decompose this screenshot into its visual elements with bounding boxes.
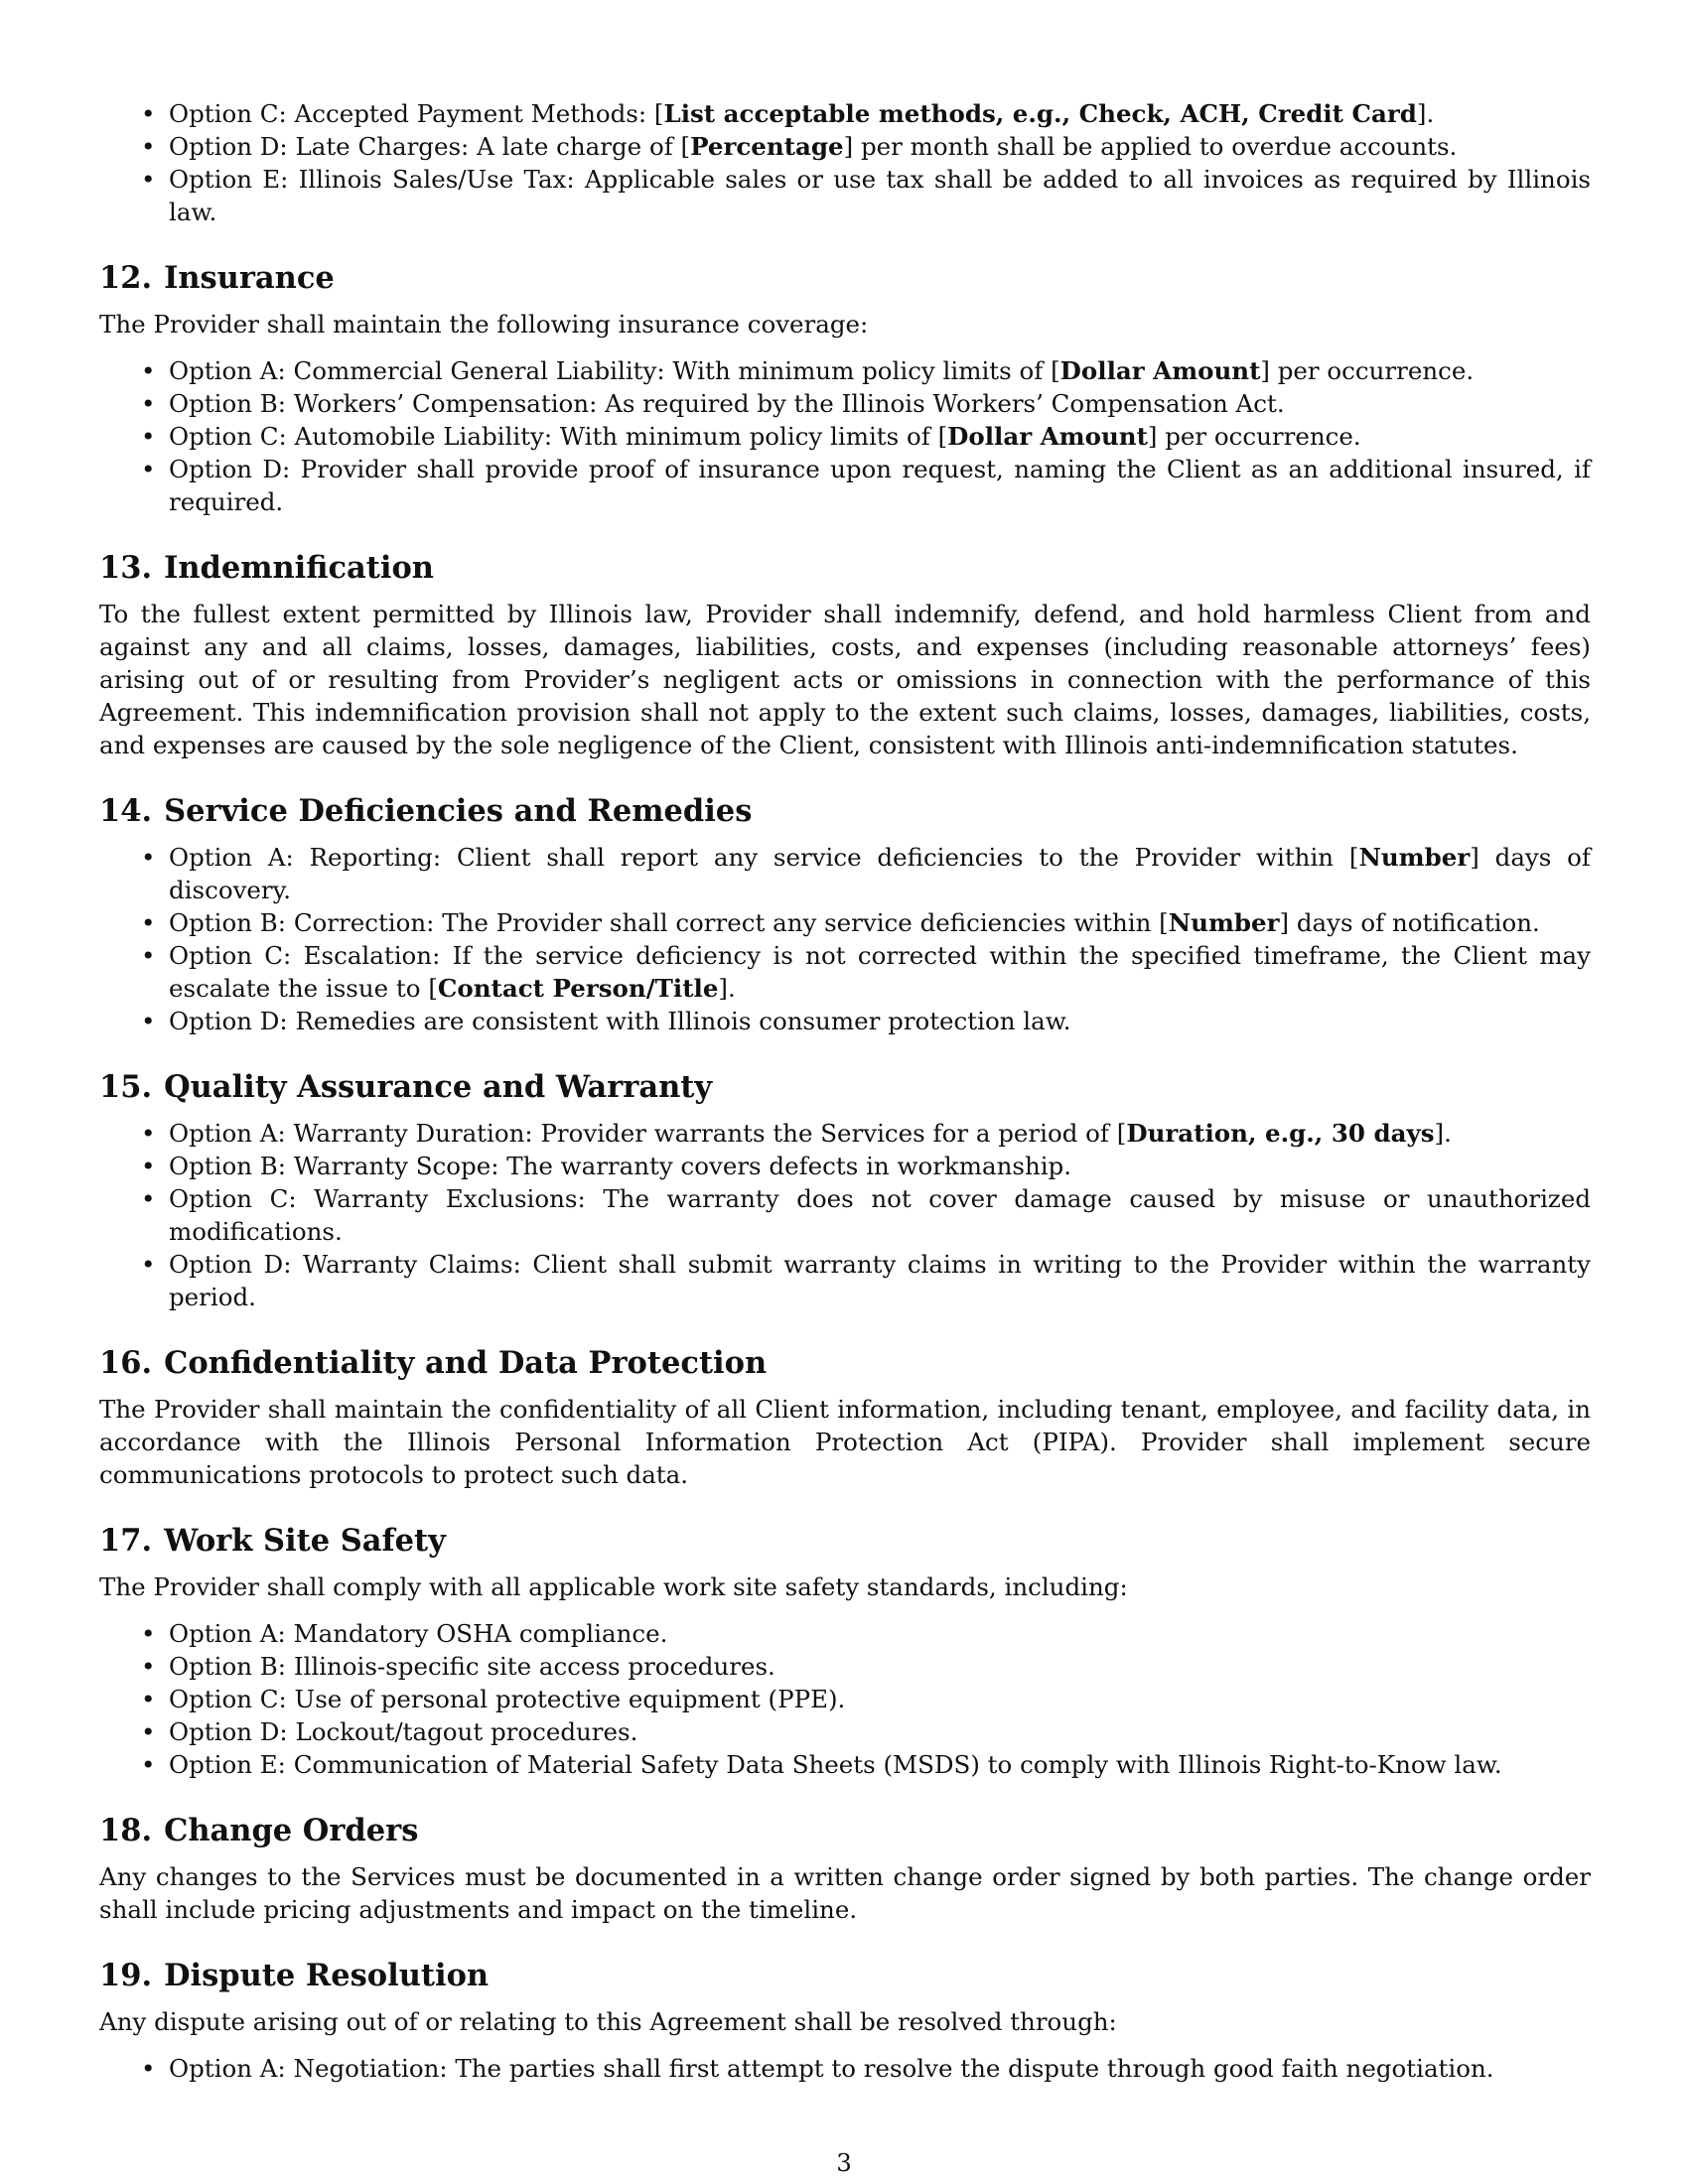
section-heading-work-site-safety: 17. Work Site Safety [99,1523,446,1559]
payment-options-list [99,97,1591,228]
list-item: • Option B: Warranty Scope: The warranty covers defects in workmanship. [141,1152,1072,1180]
page-number: 3 [836,2148,852,2177]
bullet-icon: • [141,165,156,194]
section-heading-confidentiality: 16. Confidentiality and Data Protection [99,1345,768,1381]
list-item: • Option B: Illinois-specific site access procedures. [141,1652,775,1681]
section-heading-service-deficiencies: 14. Service Deficiencies and Remedies [99,793,753,829]
list-item: • Option D: Provider shall provide proof of insurance upon request, naming the Client as an additional insured, if required. [141,455,1591,516]
list-item: • Option C: Automobile Liability: With minimum policy limits of [Dollar Amount] per occurrence. [141,422,1361,451]
list-item: • Option C: Escalation: If the service deficiency is not corrected within the specified timeframe, the Client may escalate the issue to [Contact Person/Title]. [141,941,1591,1003]
bullet-icon: • [141,908,156,937]
list-item: • Option A: Reporting: Client shall report any service deficiencies to the Provider within [Number] days of discovery. [141,843,1591,904]
bullet-icon: • [141,1007,156,1035]
safety-options-list [99,1617,1591,1781]
section-body: Any changes to the Services must be documented in a written change order signed by both parties. The change order shall include pricing adjustments and impact on the timeline. [99,1862,1591,1924]
list-item: • Option B: Correction: The Provider shall correct any service deficiencies within [Number] days of notification. [141,908,1540,937]
bullet-icon: • [141,843,156,872]
bullet-icon: • [141,1685,156,1713]
bullet-icon: • [141,455,156,483]
bullet-icon: • [141,941,156,970]
bullet-icon: • [141,356,156,385]
section-intro: Any dispute arising out of or relating to this Agreement shall be resolved through: [99,2007,1117,2036]
section-intro: The Provider shall maintain the following insurance coverage: [99,310,869,339]
list-item: • Option C: Warranty Exclusions: The warranty does not cover damage caused by misuse or unauthorized modifications. [141,1184,1591,1246]
section-body: To the fullest extent permitted by Illinois law, Provider shall indemnify, defend, and hold harmless Client from and against any and all claims, losses, damages, liabilities, costs, and expenses (including reasonable attorneys’ fees) arising out of or resulting from Provider’s negligent acts or omissions in connection with the performance of this Agreement. This indemnification provision shall not apply to the extent such claims, losses, damages, liabilities, costs, and expenses are caused by the sole negligence of the Client, consistent with Illinois anti-indemnification statutes. [99,600,1591,759]
bullet-icon: • [141,2054,156,2083]
list-item: • Option E: Communication of Material Safety Data Sheets (MSDS) to comply with Illinois Right-to-Know law. [141,1750,1502,1779]
list-item: • Option C: Accepted Payment Methods: [List acceptable methods, e.g., Check, ACH, Credit Card]. [141,99,1435,128]
section-heading-quality-assurance: 15. Quality Assurance and Warranty [99,1069,713,1105]
section-body: The Provider shall maintain the confidentiality of all Client information, including tenant, employee, and facility data, in accordance with the Illinois Personal Information Protection Act (PIPA). Provider shall implement secure communications protocols to protect such data. [99,1395,1591,1489]
section-heading-insurance: 12. Insurance [99,260,335,296]
bullet-icon: • [141,1250,156,1279]
list-item: • Option C: Use of personal protective equipment (PPE). [141,1685,846,1713]
list-item: • Option D: Remedies are consistent with Illinois consumer protection law. [141,1007,1071,1035]
dispute-options-list [99,2052,1591,2085]
list-item: • Option A: Commercial General Liability: With minimum policy limits of [Dollar Amount] per occurrence. [141,356,1475,385]
section-intro: The Provider shall comply with all applicable work site safety standards, including: [99,1572,1128,1601]
list-item: • Option D: Warranty Claims: Client shall submit warranty claims in writing to the Provider within the warranty period. [141,1250,1591,1311]
bullet-icon: • [141,422,156,451]
section-heading-indemnification: 13. Indemnification [99,550,434,586]
insurance-options-list [99,354,1591,518]
list-item: • Option D: Lockout/tagout procedures. [141,1717,638,1746]
bullet-icon: • [141,1119,156,1148]
bullet-icon: • [141,389,156,418]
warranty-options-list [99,1117,1591,1313]
document-page [99,97,1591,2099]
section-heading-dispute-resolution: 19. Dispute Resolution [99,1958,490,1993]
bullet-icon: • [141,99,156,128]
list-item: • Option E: Illinois Sales/Use Tax: Applicable sales or use tax shall be added to all invoices as required by Illinois law. [141,165,1591,226]
list-item: • Option A: Mandatory OSHA compliance. [141,1619,668,1648]
bullet-icon: • [141,1152,156,1180]
list-item: • Option A: Warranty Duration: Provider warrants the Services for a period of [Duration, e.g., 30 days]. [141,1119,1452,1148]
bullet-icon: • [141,1717,156,1746]
service-deficiency-options-list [99,841,1591,1037]
bullet-icon: • [141,1750,156,1779]
bullet-icon: • [141,1619,156,1648]
section-heading-change-orders: 18. Change Orders [99,1813,419,1848]
bullet-icon: • [141,1652,156,1681]
list-item: • Option D: Late Charges: A late charge of [Percentage] per month shall be applied to overdue accounts. [141,132,1458,161]
list-item: • Option B: Workers’ Compensation: As required by the Illinois Workers’ Compensation Act. [141,389,1285,418]
list-item: • Option A: Negotiation: The parties shall first attempt to resolve the dispute through good faith negotiation. [141,2054,1494,2083]
bullet-icon: • [141,132,156,161]
bullet-icon: • [141,1184,156,1213]
